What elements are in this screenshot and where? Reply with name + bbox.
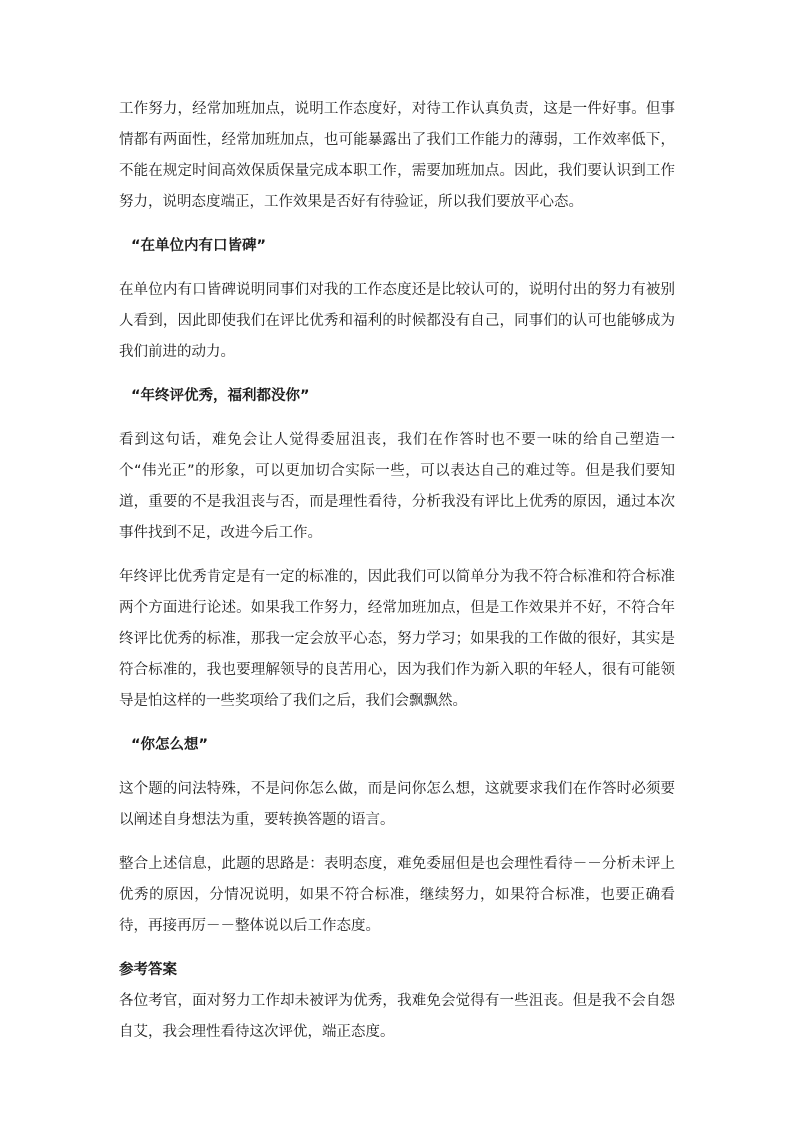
paragraph-approach: 整合上述信息，此题的思路是：表明态度，难免委屈但是也会理性看待－－分析未评上优秀的原因，分情况说明，如果不符合标准，继续努力，如果符合标准，也要正确看待，再接再厉－－整体说以后工作态度。 <box>119 856 675 934</box>
heading-year-end-award: “年终评优秀，福利都没你” <box>131 388 310 404</box>
paragraph-standards: 年终评比优秀肯定是有一定的标准的，因此我们可以简单分为我不符合标准和符合标准两个方面进行论述。如果我工作努力，经常加班加点，但是工作效果并不好，不符合年终评比优秀的标准，那我一定会放平心态，努力学习；如果我的工作做的很好，其实是符合标准的，我也要理解领导的良苦用心，因为我们作为新入职的年轻人，很有可能领导是怕这样的一些奖项给了我们之后，我们会飘飘然。 <box>119 569 675 709</box>
paragraph-reference-answer: 各位考官，面对努力工作却未被评为优秀，我难免会觉得有一些沮丧。但是我不会自怨自艾，我会理性看待这次评优，端正态度。 <box>119 993 675 1040</box>
heading-reference-answer: 参考答案 <box>119 962 177 978</box>
heading-how-you-think: “你怎么想” <box>131 737 209 753</box>
paragraph-question-style: 这个题的问法特殊，不是问你怎么做，而是问你怎么想，这就要求我们在作答时必须要以阐述自身想法为重，要转换答题的语言。 <box>119 781 675 828</box>
heading-reputation: “在单位内有口皆碑” <box>131 238 267 254</box>
document-page <box>119 94 675 1061</box>
paragraph-year-end-award: 看到这句话，难免会让人觉得委屈沮丧，我们在作答时也不要一味的给自己塑造一个“伟光正”的形象，可以更加切合实际一些，可以表达自己的难过等。但是我们要知道，重要的不是我沮丧与否，而是理性看待，分析我没有评比上优秀的原因，通过本次事件找到不足，改进今后工作。 <box>119 432 675 541</box>
paragraph-reputation: 在单位内有口皆碑说明同事们对我的工作态度还是比较认可的，说明付出的努力有被别人看到，因此即使我们在评比优秀和福利的时候都没有自己，同事们的认可也能够成为我们前进的动力。 <box>119 282 675 360</box>
paragraph-work-effort: 工作努力，经常加班加点，说明工作态度好，对待工作认真负责，这是一件好事。但事情都有两面性，经常加班加点，也可能暴露出了我们工作能力的薄弱，工作效率低下，不能在规定时间高效保质保量完成本职工作，需要加班加点。因此，我们要认识到工作努力，说明态度端正，工作效果是否好有待验证，所以我们要放平心态。 <box>119 101 675 210</box>
